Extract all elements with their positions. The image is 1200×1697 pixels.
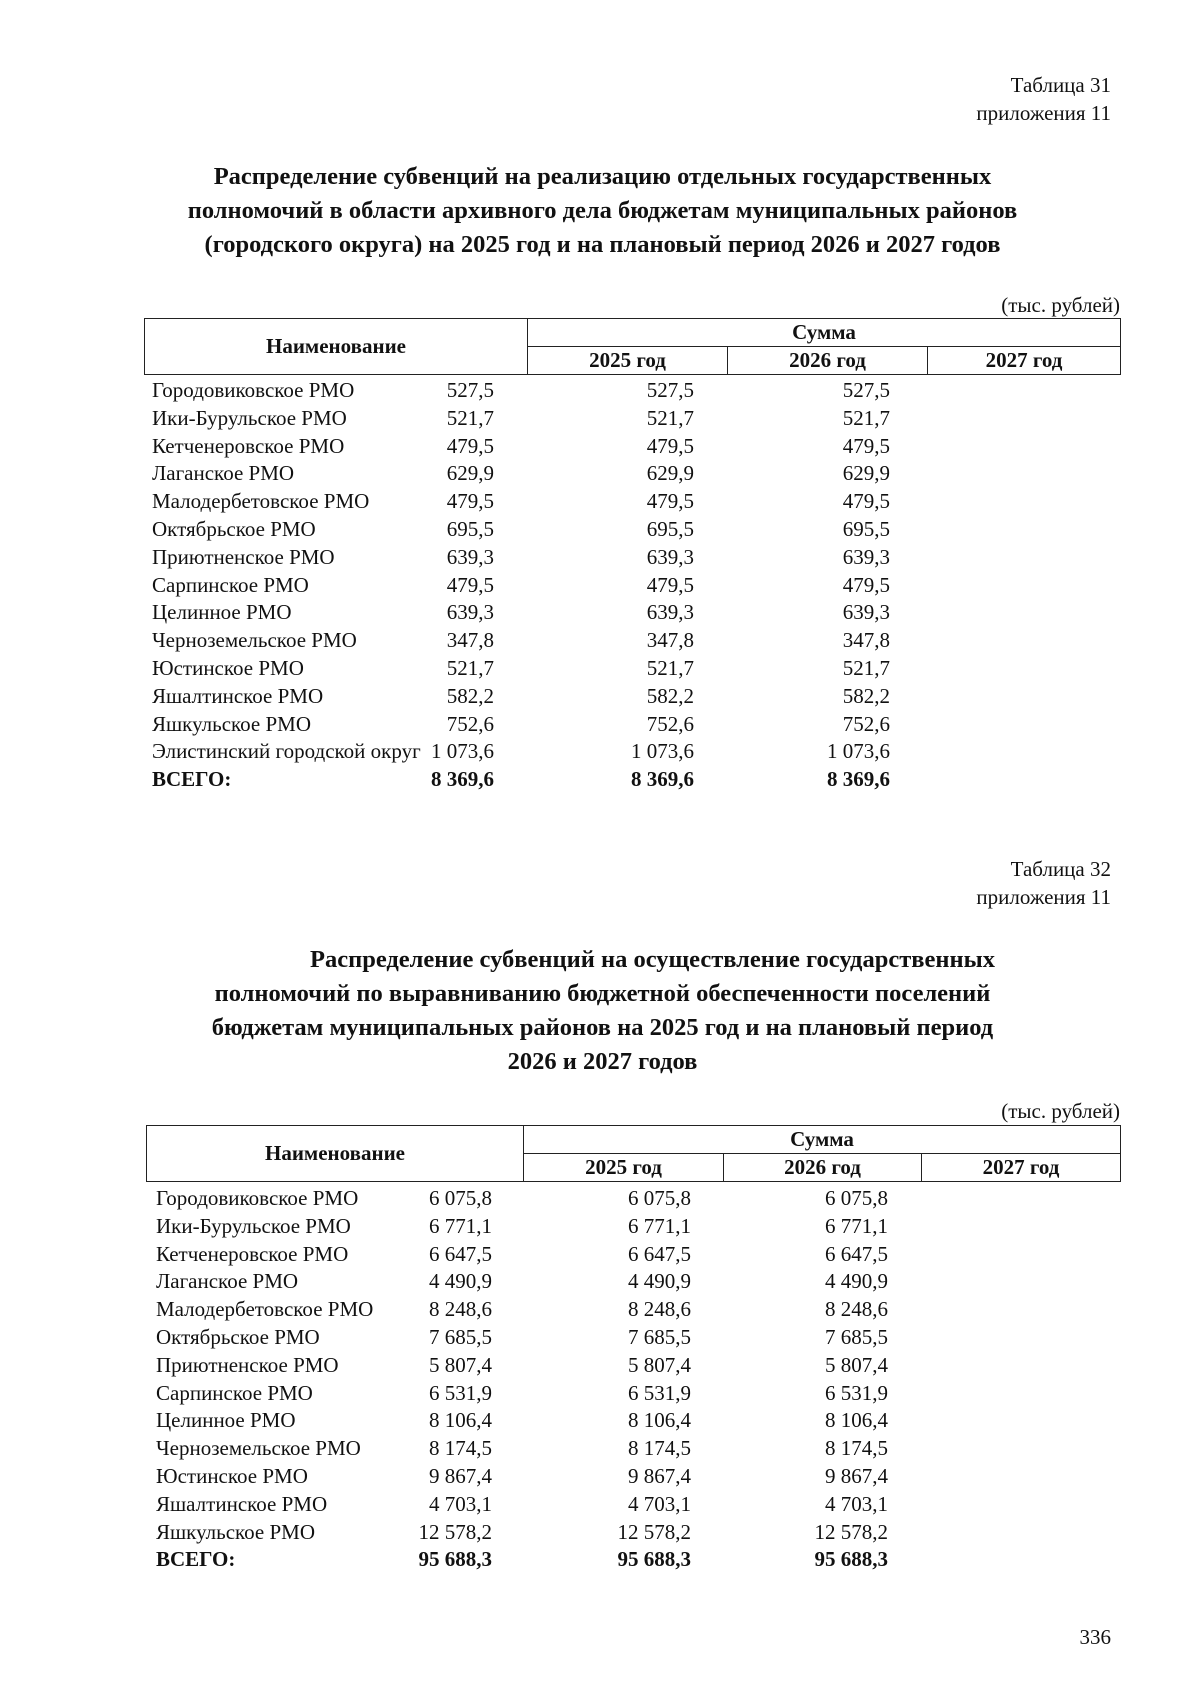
header-year-2027: 2027 год xyxy=(922,1154,1121,1182)
page-number: 336 xyxy=(1079,1625,1111,1649)
table-row xyxy=(156,1435,1120,1463)
row-value-2026: 521,7 xyxy=(646,405,694,430)
row-value-2027: 521,7 xyxy=(842,405,890,430)
row-name: Городовиковское РМО xyxy=(152,378,355,402)
total-row xyxy=(152,766,1120,794)
title-line: полномочий в области архивного дела бюджетам муниципальных районов xyxy=(187,197,1018,224)
table-row xyxy=(156,1268,1120,1296)
row-name: Кетченеровское РМО xyxy=(152,433,345,458)
table-32-reference xyxy=(976,855,1111,911)
table-row xyxy=(156,1185,1120,1213)
row-value-2026: 479,5 xyxy=(646,572,694,597)
header-year-2025: 2025 год xyxy=(524,1154,724,1182)
row-value-2025: 695,5 xyxy=(446,516,494,541)
row-value-2027: 1 073,6 xyxy=(827,739,890,764)
row-value-2025: 752,6 xyxy=(446,711,494,736)
table-row xyxy=(152,572,1120,600)
row-name: Лаганское РМО xyxy=(152,461,295,486)
row-value-2026: 5 807,4 xyxy=(628,1352,691,1377)
row-name: Яшкульское РМО xyxy=(156,1519,316,1544)
row-value-2026: 521,7 xyxy=(646,655,694,680)
row-value-2027: 6 075,8 xyxy=(825,1186,888,1210)
table-row xyxy=(152,599,1120,627)
row-name: ВСЕГО: xyxy=(156,1547,236,1572)
row-name: Октябрьское РМО xyxy=(152,516,316,541)
row-value-2026: 527,5 xyxy=(646,378,694,402)
row-name: Сарпинское РМО xyxy=(152,572,309,597)
row-value-2026: 639,3 xyxy=(646,544,694,569)
row-name: Малодербетовское РМО xyxy=(152,489,370,514)
row-value-2027: 95 688,3 xyxy=(814,1547,888,1572)
table-row xyxy=(156,1407,1120,1435)
row-value-2027: 695,5 xyxy=(842,516,890,541)
table-31-body xyxy=(152,377,1120,794)
row-name: Черноземельское РМО xyxy=(156,1436,361,1461)
row-name: Юстинское РМО xyxy=(156,1463,308,1488)
row-value-2027: 8 106,4 xyxy=(825,1408,888,1433)
row-name: Целинное РМО xyxy=(156,1408,296,1433)
row-value-2025: 6 647,5 xyxy=(429,1241,492,1266)
row-value-2025: 479,5 xyxy=(446,572,494,597)
row-value-2025: 7 685,5 xyxy=(429,1324,492,1349)
row-value-2026: 12 578,2 xyxy=(617,1519,691,1544)
title-line: полномочий по выравниванию бюджетной обеспеченности поселений xyxy=(214,980,991,1007)
row-value-2025: 6 075,8 xyxy=(429,1186,492,1210)
row-name: Приютненское РМО xyxy=(156,1352,339,1377)
row-value-2027: 6 647,5 xyxy=(825,1241,888,1266)
table-32-number: Таблица 32 xyxy=(1010,857,1111,881)
row-name: Ики-Бурульское РМО xyxy=(152,405,347,430)
table-31-title xyxy=(145,160,1060,262)
row-value-2026: 6 531,9 xyxy=(628,1380,691,1405)
row-value-2027: 639,3 xyxy=(842,544,890,569)
row-value-2026: 6 771,1 xyxy=(628,1213,691,1238)
row-value-2025: 6 771,1 xyxy=(429,1213,492,1238)
row-value-2025: 4 490,9 xyxy=(429,1269,492,1294)
row-value-2027: 479,5 xyxy=(842,433,890,458)
row-value-2027: 527,5 xyxy=(842,378,890,402)
row-name: Черноземельское РМО xyxy=(152,628,357,653)
row-value-2025: 521,7 xyxy=(446,405,494,430)
row-name: Приютненское РМО xyxy=(152,544,335,569)
row-value-2025: 479,5 xyxy=(446,489,494,514)
header-name-cell: Наименование xyxy=(147,1126,524,1182)
row-name: Яшалтинское РМО xyxy=(156,1491,328,1516)
table-31-header xyxy=(144,318,1121,375)
title-line: Распределение субвенций на реализацию отдельных государственных xyxy=(213,163,992,190)
header-name-cell: Наименование xyxy=(145,319,528,375)
table-row xyxy=(152,627,1120,655)
table-row xyxy=(152,488,1120,516)
table-row xyxy=(152,460,1120,488)
table-32-title xyxy=(145,943,1060,1079)
row-name: Элистинский городской округ xyxy=(152,739,421,764)
row-value-2027: 9 867,4 xyxy=(825,1463,888,1488)
row-value-2027: 4 490,9 xyxy=(825,1269,888,1294)
table-row xyxy=(156,1324,1120,1352)
row-value-2026: 8 106,4 xyxy=(628,1408,691,1433)
row-name: Сарпинское РМО xyxy=(156,1380,313,1405)
table-31-number: Таблица 31 xyxy=(1010,73,1111,97)
row-value-2026: 639,3 xyxy=(646,600,694,625)
total-row xyxy=(156,1546,1120,1574)
table-row xyxy=(152,377,1120,405)
header-year-2027: 2027 год xyxy=(928,347,1121,375)
row-name: Целинное РМО xyxy=(152,600,292,625)
header-sum-cell: Сумма xyxy=(528,319,1121,347)
table-row xyxy=(152,433,1120,461)
row-value-2026: 4 490,9 xyxy=(628,1269,691,1294)
row-name: Ики-Бурульское РМО xyxy=(156,1213,351,1238)
row-value-2027: 6 771,1 xyxy=(825,1213,888,1238)
table-31-reference xyxy=(976,71,1111,127)
table-row xyxy=(152,516,1120,544)
row-name: Кетченеровское РМО xyxy=(156,1241,349,1266)
table-row xyxy=(156,1519,1120,1547)
row-name: Малодербетовское РМО xyxy=(156,1297,374,1322)
row-value-2025: 12 578,2 xyxy=(418,1519,492,1544)
table-row xyxy=(152,655,1120,683)
table-31-appendix: приложения 11 xyxy=(976,101,1111,125)
row-value-2025: 8 248,6 xyxy=(429,1297,492,1322)
row-value-2027: 479,5 xyxy=(842,572,890,597)
table-row xyxy=(152,544,1120,572)
row-value-2025: 95 688,3 xyxy=(418,1547,492,1572)
row-value-2025: 8 106,4 xyxy=(429,1408,492,1433)
table-row xyxy=(152,683,1120,711)
row-value-2027: 8 248,6 xyxy=(825,1297,888,1322)
row-value-2027: 479,5 xyxy=(842,489,890,514)
row-name: Октябрьское РМО xyxy=(156,1324,320,1349)
row-name: Яшалтинское РМО xyxy=(152,683,324,708)
table-row xyxy=(156,1380,1120,1408)
title-line: 2026 и 2027 годов xyxy=(507,1048,698,1075)
table-32-header xyxy=(146,1125,1121,1182)
row-value-2026: 4 703,1 xyxy=(628,1491,691,1516)
row-value-2025: 639,3 xyxy=(446,600,494,625)
row-value-2026: 7 685,5 xyxy=(628,1324,691,1349)
row-value-2025: 5 807,4 xyxy=(429,1352,492,1377)
row-name: Юстинское РМО xyxy=(152,655,304,680)
table-row xyxy=(156,1463,1120,1491)
header-year-2026: 2026 год xyxy=(724,1154,922,1182)
row-value-2025: 8 174,5 xyxy=(429,1436,492,1461)
row-value-2025: 521,7 xyxy=(446,655,494,680)
row-value-2025: 639,3 xyxy=(446,544,494,569)
row-value-2026: 752,6 xyxy=(646,711,694,736)
row-value-2025: 479,5 xyxy=(446,433,494,458)
title-line: (городского округа) на 2025 год и на плановый период 2026 и 2027 годов xyxy=(204,231,1001,258)
table-row xyxy=(152,738,1120,766)
row-value-2026: 8 174,5 xyxy=(628,1436,691,1461)
table-row xyxy=(156,1296,1120,1324)
row-name: Городовиковское РМО xyxy=(156,1186,359,1210)
row-value-2027: 347,8 xyxy=(842,628,890,653)
row-name: Яшкульское РМО xyxy=(152,711,312,736)
table-row xyxy=(152,405,1120,433)
table-32-appendix: приложения 11 xyxy=(976,885,1111,909)
row-value-2027: 8 174,5 xyxy=(825,1436,888,1461)
row-value-2026: 8 248,6 xyxy=(628,1297,691,1322)
row-value-2025: 6 531,9 xyxy=(429,1380,492,1405)
row-value-2027: 629,9 xyxy=(842,461,890,486)
row-value-2027: 582,2 xyxy=(842,683,890,708)
title-line: Распределение субвенций на осуществление государственных xyxy=(310,946,995,973)
row-value-2027: 752,6 xyxy=(842,711,890,736)
row-value-2025: 4 703,1 xyxy=(429,1491,492,1516)
table-32-unit: (тыс. рублей) xyxy=(1001,1099,1120,1123)
row-value-2026: 9 867,4 xyxy=(628,1463,691,1488)
table-row xyxy=(156,1352,1120,1380)
table-row xyxy=(156,1241,1120,1269)
header-sum-cell: Сумма xyxy=(524,1126,1121,1154)
row-value-2026: 347,8 xyxy=(646,628,694,653)
row-value-2026: 6 075,8 xyxy=(628,1186,691,1210)
row-value-2025: 629,9 xyxy=(446,461,494,486)
row-name: ВСЕГО: xyxy=(152,767,232,792)
table-row xyxy=(156,1491,1120,1519)
table-row xyxy=(152,711,1120,739)
row-value-2025: 1 073,6 xyxy=(431,739,494,764)
table-32-body xyxy=(156,1185,1120,1574)
row-value-2025: 527,5 xyxy=(446,378,494,402)
header-year-2025: 2025 год xyxy=(528,347,728,375)
table-31-unit: (тыс. рублей) xyxy=(1001,293,1120,317)
row-value-2025: 347,8 xyxy=(446,628,494,653)
row-value-2027: 8 369,6 xyxy=(827,767,890,792)
row-value-2025: 8 369,6 xyxy=(431,767,494,792)
row-value-2026: 95 688,3 xyxy=(617,1547,691,1572)
row-value-2027: 6 531,9 xyxy=(825,1380,888,1405)
row-value-2026: 479,5 xyxy=(646,433,694,458)
row-value-2025: 9 867,4 xyxy=(429,1463,492,1488)
table-row xyxy=(156,1213,1120,1241)
row-value-2027: 7 685,5 xyxy=(825,1324,888,1349)
row-value-2026: 6 647,5 xyxy=(628,1241,691,1266)
row-value-2026: 8 369,6 xyxy=(631,767,694,792)
row-value-2026: 479,5 xyxy=(646,489,694,514)
title-line: бюджетам муниципальных районов на 2025 год и на плановый период xyxy=(211,1014,994,1041)
header-year-2026: 2026 год xyxy=(728,347,928,375)
row-value-2026: 695,5 xyxy=(646,516,694,541)
row-name: Лаганское РМО xyxy=(156,1269,299,1294)
row-value-2026: 582,2 xyxy=(646,683,694,708)
row-value-2027: 5 807,4 xyxy=(825,1352,888,1377)
row-value-2025: 582,2 xyxy=(446,683,494,708)
row-value-2027: 521,7 xyxy=(842,655,890,680)
row-value-2026: 1 073,6 xyxy=(631,739,694,764)
row-value-2027: 4 703,1 xyxy=(825,1491,888,1516)
row-value-2026: 629,9 xyxy=(646,461,694,486)
row-value-2027: 12 578,2 xyxy=(814,1519,888,1544)
row-value-2027: 639,3 xyxy=(842,600,890,625)
